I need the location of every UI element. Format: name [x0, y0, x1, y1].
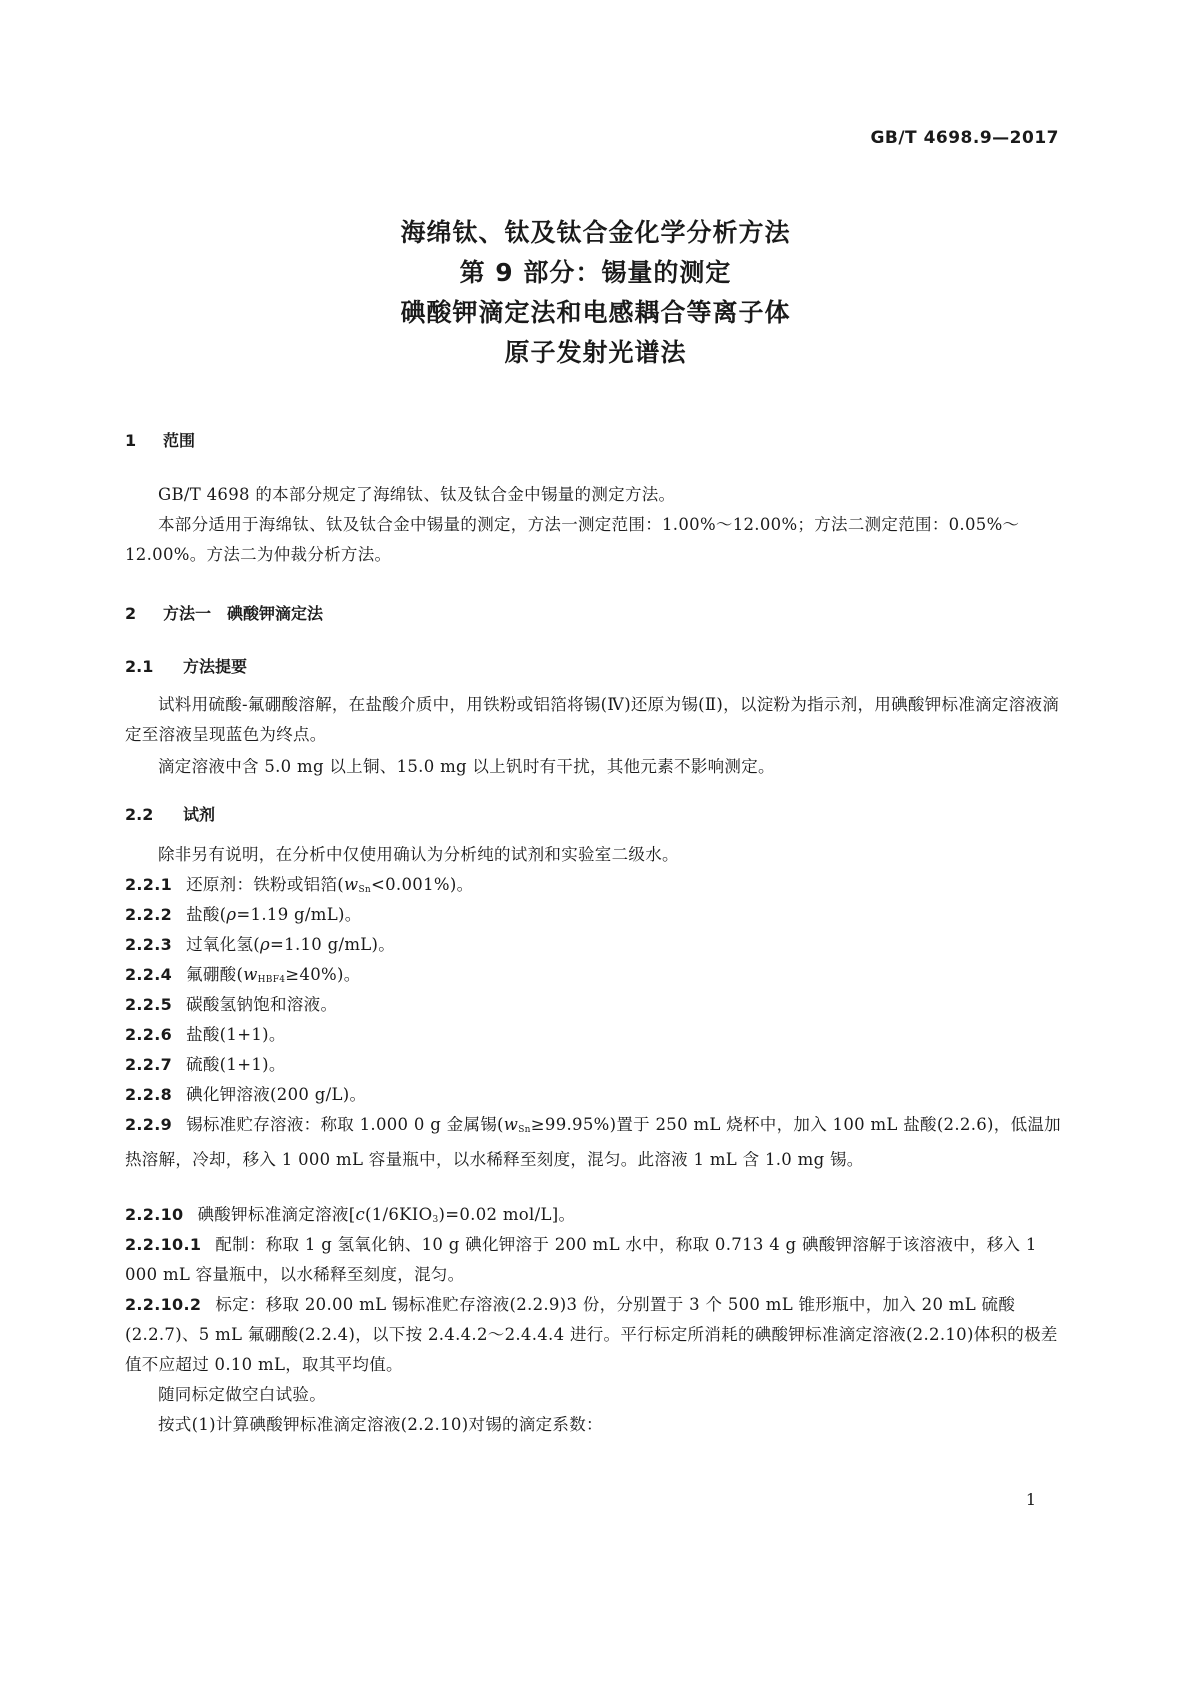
title-line-4: 原子发射光谱法	[504, 338, 687, 367]
title-line-3: 碘酸钾滴定法和电感耦合等离子体	[400, 298, 791, 327]
item-number: 2.2.6	[125, 1025, 173, 1044]
item-text: 盐酸(1+1)。	[186, 1025, 286, 1044]
item-text: 还原剂：铁粉或铝箔(	[186, 875, 344, 894]
list-item	[125, 1290, 1065, 1380]
paragraph: 除非另有说明，在分析中仅使用确认为分析纯的试剂和实验室二级水。	[158, 845, 679, 864]
paragraph: 按式(1)计算碘酸钾标准滴定溶液(2.2.10)对锡的滴定系数：	[158, 1415, 603, 1434]
list-item	[125, 900, 1065, 930]
item-text: ≥40%)。	[285, 965, 361, 984]
item-number: 2.2.7	[125, 1055, 173, 1074]
paragraph: 滴定溶液中含 5.0 mg 以上铜、15.0 mg 以上钒时有干扰，其他元素不影响测定。	[158, 757, 775, 776]
item-text: <0.001%)。	[371, 875, 474, 894]
list-item	[125, 990, 1065, 1020]
title-line-1: 海绵钛、钛及钛合金化学分析方法	[400, 218, 791, 247]
list-item	[125, 1050, 1065, 1080]
subscript: Sn	[518, 1125, 531, 1135]
section-2-2-heading	[125, 802, 215, 825]
item-number: 2.2.4	[125, 965, 173, 984]
item-text: ≥99.95%)置于 250 mL 烧杯中，加入 100 mL 盐酸(2.2.6)，低温加热溶解，冷却，移入 1 000 mL 容量瓶中，以水稀释至刻度，混匀。此溶液 1 mL 含 1.0 mg 锡。	[125, 1115, 1061, 1169]
section-2-heading	[125, 601, 323, 624]
subscript: HBF4	[257, 975, 286, 985]
list-item	[125, 1230, 1065, 1290]
item-text: =1.19 g/mL)。	[236, 905, 362, 924]
list-item	[125, 1110, 1065, 1175]
item-number: 2.2.10.2	[125, 1295, 202, 1314]
item-text: =1.10 g/mL)。	[270, 935, 396, 954]
section-number: 2.2	[125, 805, 154, 824]
paragraph: 本部分适用于海绵钛、钛及钛合金中锡量的测定，方法一测定范围：1.00%～12.00%；方法二测定范围：0.05%～12.00%。方法二为仲裁分析方法。	[125, 515, 1020, 564]
item-number: 2.2.10.1	[125, 1235, 202, 1254]
paragraph: 试料用硫酸-氟硼酸溶解，在盐酸介质中，用铁粉或铝箔将锡(Ⅳ)还原为锡(Ⅱ)，以淀粉为指示剂，用碘酸钾标准滴定溶液滴定至溶液呈现蓝色为终点。	[125, 695, 1060, 744]
item-number: 2.2.5	[125, 995, 173, 1014]
subscript: Sn	[358, 885, 371, 895]
section-title: 范围	[163, 431, 196, 450]
title-line-2: 第 9 部分：锡量的测定	[459, 258, 732, 287]
symbol: w	[344, 875, 359, 894]
section-title: 方法提要	[183, 657, 248, 676]
item-text: 碘化钾溶液(200 g/L)。	[186, 1085, 367, 1104]
item-text: 过氧化氢(	[186, 935, 260, 954]
page-number: 1	[1025, 1490, 1036, 1509]
item-text: 配制：称取 1 g 氢氧化钠、10 g 碘化钾溶于 200 mL 水中，称取 0.713 4 g 碘酸钾溶解于该溶液中，移入 1 000 mL 容量瓶中，以水稀释至刻度，混匀。	[125, 1235, 1037, 1284]
section-number: 2.1	[125, 657, 154, 676]
section-number: 2	[125, 604, 137, 623]
item-number: 2.2.3	[125, 935, 173, 954]
paragraph: 随同标定做空白试验。	[158, 1385, 326, 1404]
section-title: 方法一 碘酸钾滴定法	[163, 604, 324, 623]
list-item	[125, 930, 1065, 960]
item-text: 氟硼酸(	[186, 965, 244, 984]
paragraph: GB/T 4698 的本部分规定了海绵钛、钛及钛合金中锡量的测定方法。	[158, 485, 676, 504]
item-text: 锡标准贮存溶液：称取 1.000 0 g 金属锡(	[186, 1115, 504, 1134]
standard-number: GB/T 4698.9—2017	[870, 128, 1059, 148]
list-item	[125, 1080, 1065, 1110]
symbol: w	[243, 965, 258, 984]
item-number: 2.2.1	[125, 875, 173, 894]
symbol: ρ	[260, 935, 271, 954]
subscript: 3	[432, 1215, 439, 1225]
item-text: 标定：移取 20.00 mL 锡标准贮存溶液(2.2.9)3 份，分别置于 3 个 500 mL 锥形瓶中，加入 20 mL 硫酸(2.2.7)、5 mL 氟硼酸(2.2.4)，以下按 2.4.4.2～2.4.4.4 进行。平行标定所消耗的碘酸钾标准滴定溶液(2.2.10)体积的极差值不应超过 0.10 mL，取其平均值。	[125, 1295, 1058, 1374]
item-number: 2.2.9	[125, 1115, 173, 1134]
item-text: 碳酸氢钠饱和溶液。	[186, 995, 338, 1014]
item-text: (1/6KIO	[364, 1205, 433, 1224]
item-number: 2.2.10	[125, 1205, 184, 1224]
item-number: 2.2.2	[125, 905, 173, 924]
section-1-heading	[125, 428, 195, 451]
item-text: 盐酸(	[186, 905, 227, 924]
section-2-1-heading	[125, 654, 247, 677]
list-item	[125, 1020, 1065, 1050]
symbol: c	[355, 1205, 365, 1224]
section-title: 试剂	[183, 805, 216, 824]
section-number: 1	[125, 431, 137, 450]
item-text: )=0.02 mol/L]。	[438, 1205, 576, 1224]
symbol: w	[503, 1115, 519, 1134]
symbol: ρ	[226, 905, 237, 924]
item-text: 碘酸钾标准滴定溶液[	[197, 1205, 356, 1224]
item-text: 硫酸(1+1)。	[186, 1055, 286, 1074]
item-number: 2.2.8	[125, 1085, 173, 1104]
